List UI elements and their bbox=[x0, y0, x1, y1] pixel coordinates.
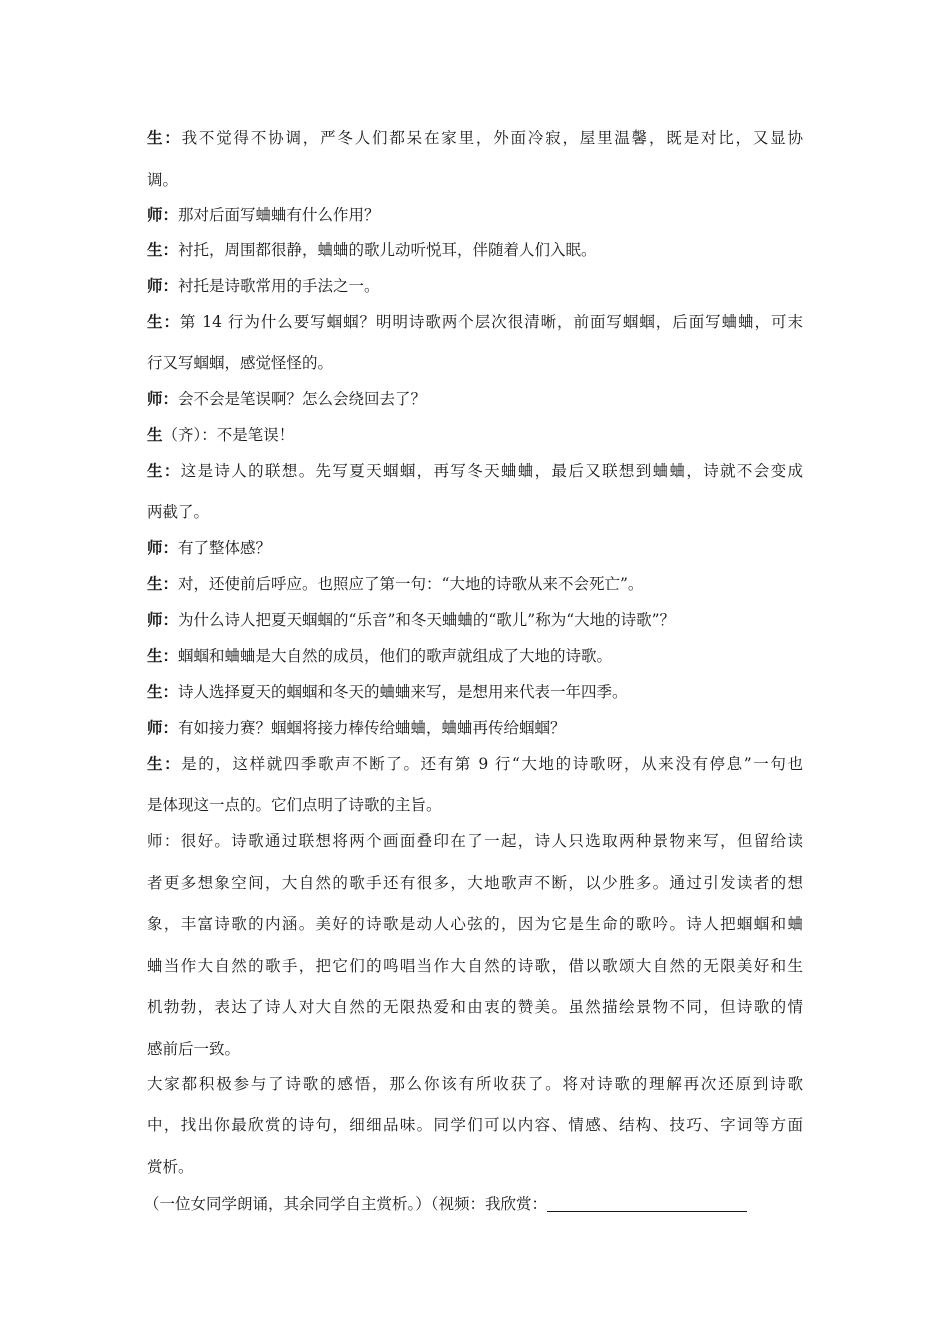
speaker-label: 师： bbox=[147, 205, 179, 224]
answer-blank-line bbox=[547, 1195, 747, 1212]
line-text: 有如接力赛？蝈蝈将接力棒传给蛐蛐，蛐蛐再传给蝈蝈？ bbox=[178, 719, 566, 737]
paragraph-line bbox=[147, 1157, 194, 1177]
line-text: 对，还使前后呼应。也照应了第一句：“大地的诗歌从来不会死亡”。 bbox=[178, 575, 644, 593]
paragraph-line bbox=[147, 1115, 803, 1135]
line-text: 第 14 行为什么要写蝈蝈？明明诗歌两个层次很清晰，前面写蝈蝈，后面写蛐蛐，可末 bbox=[179, 313, 803, 331]
dialogue-line bbox=[147, 425, 294, 445]
speaker-label: 生： bbox=[147, 240, 179, 259]
speaker-label: 生： bbox=[147, 754, 182, 773]
paragraph-line bbox=[147, 1074, 803, 1094]
line-text: 会不会是笔误啊？怎么会绕回去了？ bbox=[178, 390, 427, 408]
line-text: 衬托，周围都很静，蛐蛐的歌儿动听悦耳，伴随着人们入眠。 bbox=[178, 241, 597, 259]
dialogue-line bbox=[147, 276, 380, 296]
speaker-label: 师： bbox=[147, 276, 179, 295]
line-text: 诗人选择夏天的蝈蝈和冬天的蛐蛐来写，是想用来代表一年四季。 bbox=[178, 683, 628, 701]
dialogue-line bbox=[147, 128, 803, 148]
speaker-label: 生： bbox=[147, 646, 179, 665]
line-text: 我不觉得不协调，严冬人们都呆在家里，外面冷寂，屋里温馨，既是对比，又显协 bbox=[181, 129, 803, 147]
speaker-label: 师： bbox=[147, 718, 179, 737]
line-text: （一位女同学朗诵，其余同学自主赏析。）（视频：我欣赏： bbox=[144, 1195, 548, 1213]
dialogue-line bbox=[147, 312, 803, 332]
dialogue-line bbox=[147, 538, 271, 558]
line-text: 机勃勃，表达了诗人对大自然的无限热爱和由衷的赞美。虽然描绘景物不同，但诗歌的情 bbox=[147, 998, 803, 1016]
line-text: 为什么诗人把夏天蝈蝈的“乐音”和冬天蛐蛐的“歌儿”称为“大地的诗歌”？ bbox=[178, 611, 676, 629]
speaker-label: 师： bbox=[147, 389, 179, 408]
dialogue-line bbox=[147, 574, 643, 594]
line-text: 大家都积极参与了诗歌的感悟，那么你该有所收获了。将对诗歌的理解再次还原到诗歌 bbox=[147, 1075, 803, 1093]
line-text: 有了整体感？ bbox=[178, 539, 272, 557]
speaker-label: 师： bbox=[147, 538, 179, 557]
line-text: 这是诗人的联想。先写夏天蝈蝈，再写冬天蛐蛐，最后又联想到蛐蛐，诗就不会变成 bbox=[180, 462, 803, 480]
line-text: 那对后面写蛐蛐有什么作用？ bbox=[178, 206, 380, 224]
dialogue-line bbox=[147, 502, 209, 522]
line-text: 衬托是诗歌常用的手法之一。 bbox=[178, 277, 380, 295]
dialogue-line bbox=[147, 389, 426, 409]
speaker-label: 生： bbox=[147, 574, 179, 593]
line-text: 行又写蝈蝈，感觉怪怪的。 bbox=[147, 354, 334, 372]
paragraph-line bbox=[147, 956, 803, 976]
line-text: 师：很好。诗歌通过联想将两个画面叠印在了一起，诗人只选取两种景物来写，但留给读 bbox=[147, 832, 803, 850]
paragraph-line bbox=[147, 873, 803, 893]
dialogue-line bbox=[147, 205, 380, 225]
dialogue-line bbox=[147, 682, 628, 702]
paragraph-line bbox=[147, 997, 803, 1017]
paragraph-line bbox=[147, 1039, 240, 1059]
line-text: 者更多想象空间，大自然的歌手还有很多，大地歌声不断，以少胜多。通过引发读者的想 bbox=[147, 874, 803, 892]
line-text: 是体现这一点的。它们点明了诗歌的主旨。 bbox=[147, 796, 442, 814]
dialogue-line bbox=[147, 646, 612, 666]
paragraph-line bbox=[147, 914, 803, 934]
speaker-label: 生： bbox=[147, 461, 181, 480]
dialogue-line bbox=[147, 240, 597, 260]
speaker-label: 师： bbox=[147, 610, 179, 629]
line-text: 调。 bbox=[147, 171, 179, 189]
dialogue-line bbox=[147, 610, 675, 630]
dialogue-line bbox=[147, 461, 803, 481]
line-text: 是的，这样就四季歌声不断了。还有第 9 行“大地的诗歌呀，从来没有停息”一句也 bbox=[181, 755, 803, 773]
speaker-label: 生 bbox=[147, 425, 163, 444]
dialogue-line bbox=[147, 353, 333, 373]
speaker-label: 生： bbox=[147, 312, 180, 331]
dialogue-line bbox=[147, 170, 178, 190]
line-text: 赏析。 bbox=[147, 1158, 194, 1176]
dialogue-line bbox=[147, 754, 803, 774]
speaker-label: 生： bbox=[147, 128, 182, 147]
line-text: 中，找出你最欣赏的诗句，细细品味。同学们可以内容、情感、结构、技巧、字词等方面 bbox=[147, 1116, 803, 1134]
dialogue-line bbox=[147, 718, 566, 738]
line-text: 感前后一致。 bbox=[147, 1040, 241, 1058]
line-text: 蝈蝈和蛐蛐是大自然的成员，他们的歌声就组成了大地的诗歌。 bbox=[178, 647, 613, 665]
speaker-label: 生： bbox=[147, 682, 179, 701]
line-text: 象，丰富诗歌的内涵。美好的诗歌是动人心弦的，因为它是生命的歌吟。诗人把蝈蝈和蛐 bbox=[147, 915, 803, 933]
dialogue-line bbox=[147, 795, 442, 815]
paragraph-line bbox=[144, 1194, 747, 1214]
line-text: 两截了。 bbox=[147, 503, 210, 521]
line-text: 蛐当作大自然的歌手，把它们的鸣唱当作大自然的诗歌，借以歌颂大自然的无限美好和生 bbox=[147, 957, 803, 975]
paragraph-line bbox=[147, 831, 803, 851]
line-text: （齐）：不是笔误！ bbox=[162, 426, 295, 444]
